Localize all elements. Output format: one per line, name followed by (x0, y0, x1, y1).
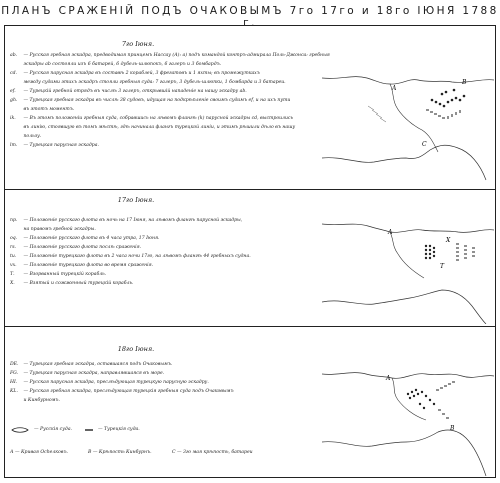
legend-row (10, 234, 251, 243)
legend-18-june (10, 360, 234, 405)
legend-row (10, 87, 330, 96)
day-heading-17-june: 17го Іюня. (117, 196, 155, 204)
footer-place-b: В — Крѣпость Кинбурнъ. (88, 450, 152, 455)
legend-text: эскадры ab состояли изъ 6 батарей, 6 дубель-шлюпокъ, 6 галеръ и 3 бомбардъ. (23, 62, 222, 67)
legend-row (10, 261, 251, 270)
legend-row (10, 216, 251, 225)
legend-key: lm. (10, 143, 18, 148)
legend-text: — Положеніе русскаго флота въ ночь на 17 Іюня, на лѣвомъ флангѣ парусной эскадры, (23, 218, 243, 223)
legend-row (10, 396, 234, 405)
legend-text: — Турецкая парусная эскадра. (23, 143, 99, 148)
legend-row (10, 225, 251, 234)
liman-shore (390, 84, 438, 152)
legend-row (10, 279, 251, 288)
legend-text: — Въ этомъ положеніи гребныя суда, собравшись на лѣвомъ флангѣ (k) парусной эскадры cd, выстроились (23, 116, 294, 121)
legend-text: — Турецкая гребная эскадра, оставшаяся подъ Очаковымъ. (23, 362, 173, 367)
plan-title: ПЛАНЪ СРАЖЕНІЙ ПОДЪ ОЧАКОВЫМЪ 7го 17го и 18го ІЮНЯ 1788 г. (1, 5, 499, 29)
coastline-south (322, 430, 486, 476)
coastline-north (322, 373, 494, 379)
legend-17-june (10, 216, 251, 288)
legend-row (10, 360, 234, 369)
hatching (368, 106, 386, 122)
liman-shore (390, 232, 424, 278)
turkish-ships (407, 389, 435, 409)
legend-key: ef. (10, 89, 16, 94)
day-heading-18-june: 18го Іюня. (117, 345, 155, 353)
legend-row (10, 141, 330, 150)
map-label-b: B (450, 425, 455, 432)
legend-row (10, 96, 330, 105)
legend-text: и Кинбурномъ. (23, 398, 60, 403)
legend-text: въ линію, стоявшую въ томъ мѣстѣ, гдѣ начинала флангъ турецкой линіи, и этимъ рѣшили дѣло въ нашу (23, 125, 296, 130)
legend-text: — Положеніе русскаго флота послѣ сраженія. (23, 245, 142, 250)
map-label-a: A (386, 375, 391, 382)
russian-ships (436, 382, 455, 418)
footer-place-a: А — Кривая Ocheлковъ. (10, 450, 69, 455)
legend-key: KL. (10, 389, 18, 394)
legend-text: — Русская гребная эскадра, предводимая принцемъ Нассау (А): а) подъ командой контръ-адмирала Поль-Джонса: гребныя (23, 53, 330, 58)
day-heading-7-june: 7го Іюня. (121, 40, 155, 48)
legend-row (10, 387, 234, 396)
legend-text: — Положеніе турецкаго флота въ 2 часа ночи 17го, на лѣвомъ флангѣ 44 гребныхъ судна. (23, 254, 251, 259)
map-label-b: B (462, 79, 467, 86)
panel-divider-1 (4, 189, 496, 190)
legend-text: — Взорванный турецкій корабль. (23, 272, 107, 277)
legend-row (10, 123, 330, 132)
coastline-north (322, 77, 494, 85)
liman-shore (392, 378, 426, 420)
legend-text: — Русская парусная эскадра въ составѣ 2 кораблей, 3 фрегатовъ и 1 яхты; въ промежуткахъ (23, 71, 260, 76)
legend-key: oq. (10, 236, 18, 241)
legend-text: — Положеніе турецкаго флота во время сраженія. (23, 263, 154, 268)
map-label-c: C (422, 141, 427, 148)
legend-text: въ этотъ моментъ. (23, 107, 75, 112)
footer-turkish-ships: — Турецкія суда. (98, 427, 140, 432)
legend-row (10, 270, 251, 279)
footer-russian-ships: — Русскія суда. (34, 427, 73, 432)
legend-key: tu. (10, 254, 17, 259)
russian-ships (426, 110, 460, 119)
russian-ships (456, 244, 475, 260)
map-label-t: T (440, 263, 445, 270)
legend-key: gh. (10, 98, 18, 103)
legend-text: — Русская гребная эскадра, преслѣдующая турецкія гребныя суда подъ Очаковымъ (23, 389, 234, 394)
russian-ship-symbol (10, 425, 36, 435)
coastline-south (322, 290, 486, 324)
legend-row (10, 51, 330, 60)
map-label-a: A (388, 229, 393, 236)
legend-text: — Взятый и сожженный турецкій корабль. (23, 281, 134, 286)
legend-key: Т. (10, 272, 15, 277)
legend-row (10, 369, 234, 378)
legend-key: ik. (10, 116, 16, 121)
legend-text: — Русская парусная эскадра, преслѣдующая турецкую парусную эскадру. (23, 380, 209, 385)
panel-divider-2 (4, 326, 496, 327)
legend-key: DE. (10, 362, 19, 367)
map-17-june (322, 194, 494, 324)
legend-key: ab. (10, 53, 18, 58)
legend-text: пользу. (23, 134, 42, 139)
legend-row (10, 105, 330, 114)
legend-row (10, 132, 330, 141)
legend-text: — Положеніе русскаго флота въ 4 часа утра, 17 Іюня. (23, 236, 160, 241)
legend-key: cd. (10, 71, 17, 76)
legend-key: np. (10, 218, 18, 223)
legend-key: vx. (10, 263, 17, 268)
legend-text: — Турецкая парусная эскадра, направлявшаяся въ море. (23, 371, 165, 376)
legend-row (10, 114, 330, 123)
legend-row (10, 243, 251, 252)
legend-key: rs. (10, 245, 17, 250)
legend-7-june (10, 51, 330, 150)
map-7-june (322, 40, 494, 186)
legend-text: между судами этихъ эскадръ стояли гребныя суда: 7 галеръ, 3 дубель-шлюпки, 1 бомбарда и 3 батареи. (23, 80, 286, 85)
legend-key: FG. (10, 371, 19, 376)
legend-text: — Турецкій гребной отрядъ въ числѣ 3 галеръ, открывшій нападеніе на нашу эскадру ab. (23, 89, 247, 94)
legend-row (10, 69, 330, 78)
coastline-south (322, 145, 486, 180)
legend-key: X. (10, 281, 15, 286)
turkish-ships (425, 245, 435, 259)
footer-place-c: С — 3го мая крѣпость, батареи (172, 450, 253, 455)
map-label-a: A (392, 85, 397, 92)
coastline-north (322, 224, 494, 232)
legend-row (10, 252, 251, 261)
map-18-june (322, 330, 494, 476)
legend-key: HI. (10, 380, 18, 385)
legend-row (10, 60, 330, 69)
legend-text: — Турецкая гребная эскадра въ числѣ 38 судовъ, идущая на подкрѣпленіе своимъ судамъ ef, и на ихъ пути (23, 98, 291, 103)
legend-row (10, 78, 330, 87)
legend-text: на правомъ гребной эскадры. (23, 227, 96, 232)
turkish-ship-symbol (82, 425, 96, 435)
map-label-x: X (446, 237, 451, 244)
legend-row (10, 378, 234, 387)
turkish-ships (431, 89, 466, 108)
